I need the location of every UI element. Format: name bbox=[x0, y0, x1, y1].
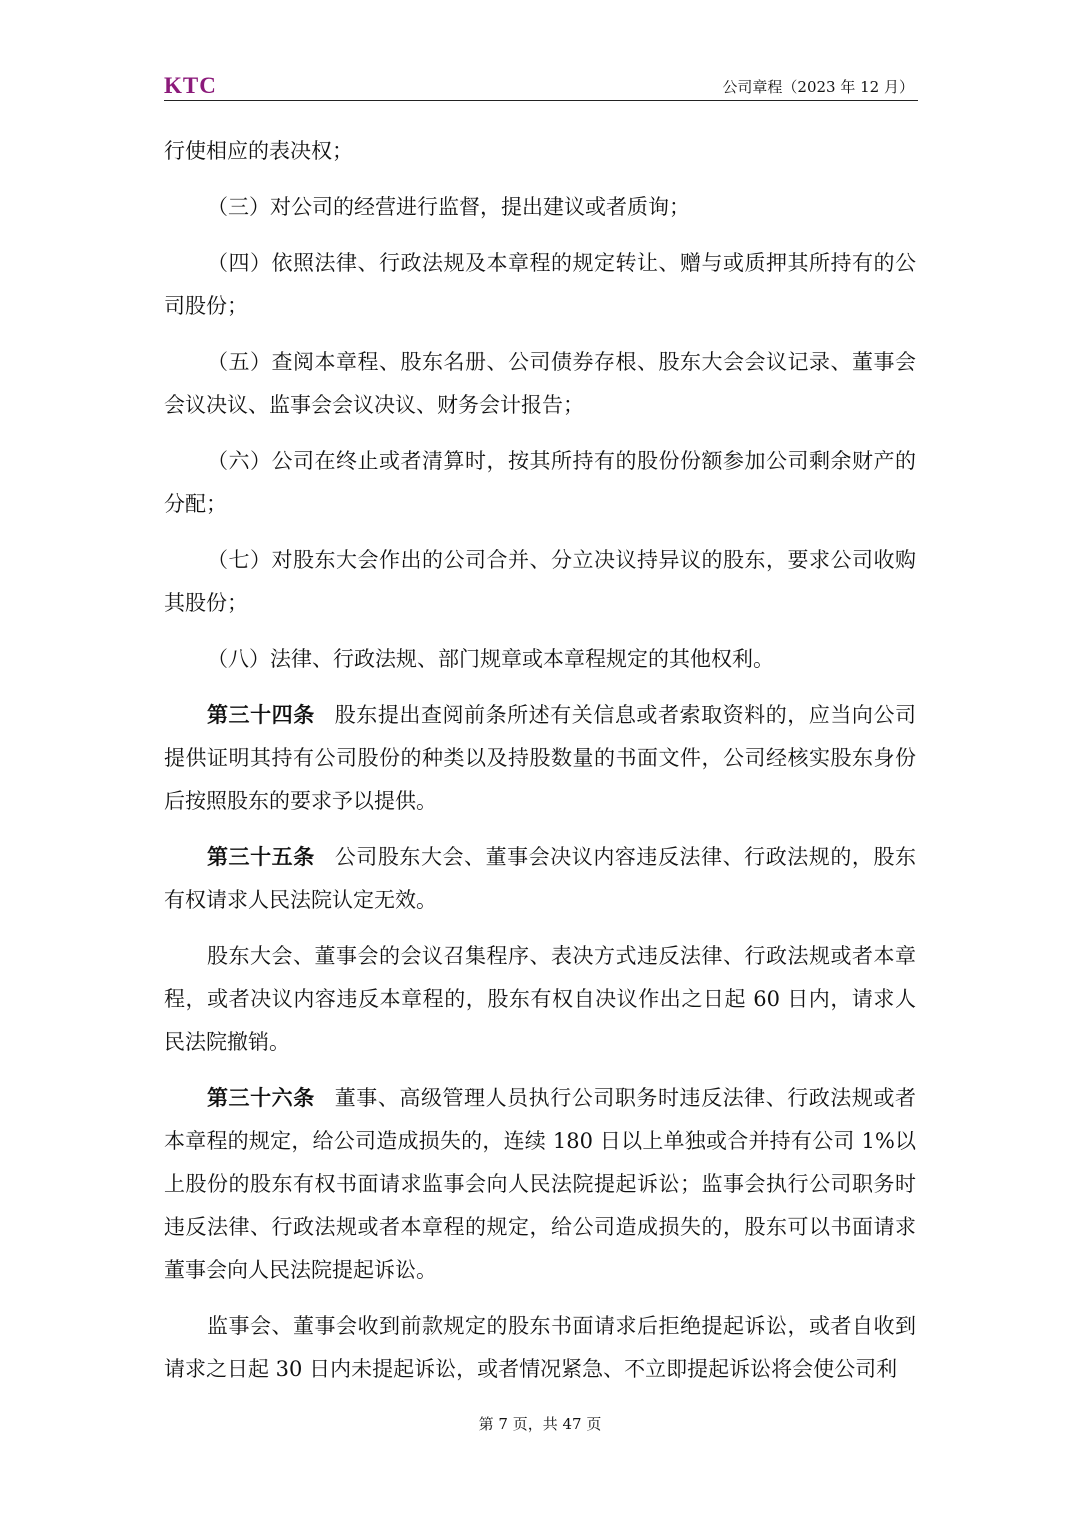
page-footer bbox=[0, 1414, 1080, 1434]
list-item-7: （七）对股东大会作出的公司合并、分立决议持异议的股东，要求公司收购其股份； bbox=[164, 548, 916, 615]
article-number: 第三十四条 bbox=[207, 703, 315, 727]
document-title: 公司章程（2023 年 12 月） bbox=[722, 78, 914, 96]
article-number: 第三十五条 bbox=[207, 845, 315, 869]
article-text: 董事、高级管理人员执行公司职务时违反法律、行政法规或者本章程的规定，给公司造成损失的，连续 180 日以上单独或合并持有公司 1%以上股份的股东有权书面请求监事会向人民法院提起诉讼；监事会执行公司职务时违反法律、行政法规或者本章程的规定，给公司造成损失的，股东可以书面请求董事会向人民法院提起诉讼。 bbox=[164, 1086, 917, 1282]
page-header bbox=[164, 72, 918, 101]
page-number: 第 7 页，共 47 页 bbox=[478, 1415, 602, 1433]
list-item-5: （五）查阅本章程、股东名册、公司债券存根、股东大会会议记录、董事会会议决议、监事会会议决议、财务会计报告； bbox=[164, 350, 916, 417]
article-text: 公司股东大会、董事会决议内容违反法律、行政法规的，股东有权请求人民法院认定无效。 bbox=[164, 845, 917, 912]
list-item-6: （六）公司在终止或者清算时，按其所持有的股份份额参加公司剩余财产的分配； bbox=[164, 449, 916, 516]
list-item-3: （三）对公司的经营进行监督，提出建议或者质询； bbox=[207, 195, 690, 219]
article-35-paragraph-2: 股东大会、董事会的会议召集程序、表决方式违反法律、行政法规或者本章程，或者决议内容违反本章程的，股东有权自决议作出之日起 60 日内，请求人民法院撤销。 bbox=[164, 944, 916, 1054]
article-36-paragraph-2: 监事会、董事会收到前款规定的股东书面请求后拒绝提起诉讼，或者自收到请求之日起 30 日内未提起诉讼，或者情况紧急、不立即提起诉讼将会使公司利 bbox=[164, 1314, 916, 1381]
article-number: 第三十六条 bbox=[207, 1086, 315, 1110]
article-35 bbox=[164, 836, 916, 922]
paragraph-continuation: 行使相应的表决权； bbox=[164, 139, 353, 163]
list-item-8: （八）法律、行政法规、部门规章或本章程规定的其他权利。 bbox=[207, 647, 774, 671]
article-36 bbox=[164, 1077, 916, 1292]
company-logo: KTC bbox=[164, 73, 217, 98]
list-item-4: （四）依照法律、行政法规及本章程的规定转让、赠与或质押其所持有的公司股份； bbox=[164, 251, 916, 318]
article-text: 股东提出查阅前条所述有关信息或者索取资料的，应当向公司提供证明其持有公司股份的种类以及持股数量的书面文件，公司经核实股东身份后按照股东的要求予以提供。 bbox=[164, 703, 917, 813]
article-34 bbox=[164, 694, 916, 823]
document-body bbox=[164, 130, 916, 1404]
